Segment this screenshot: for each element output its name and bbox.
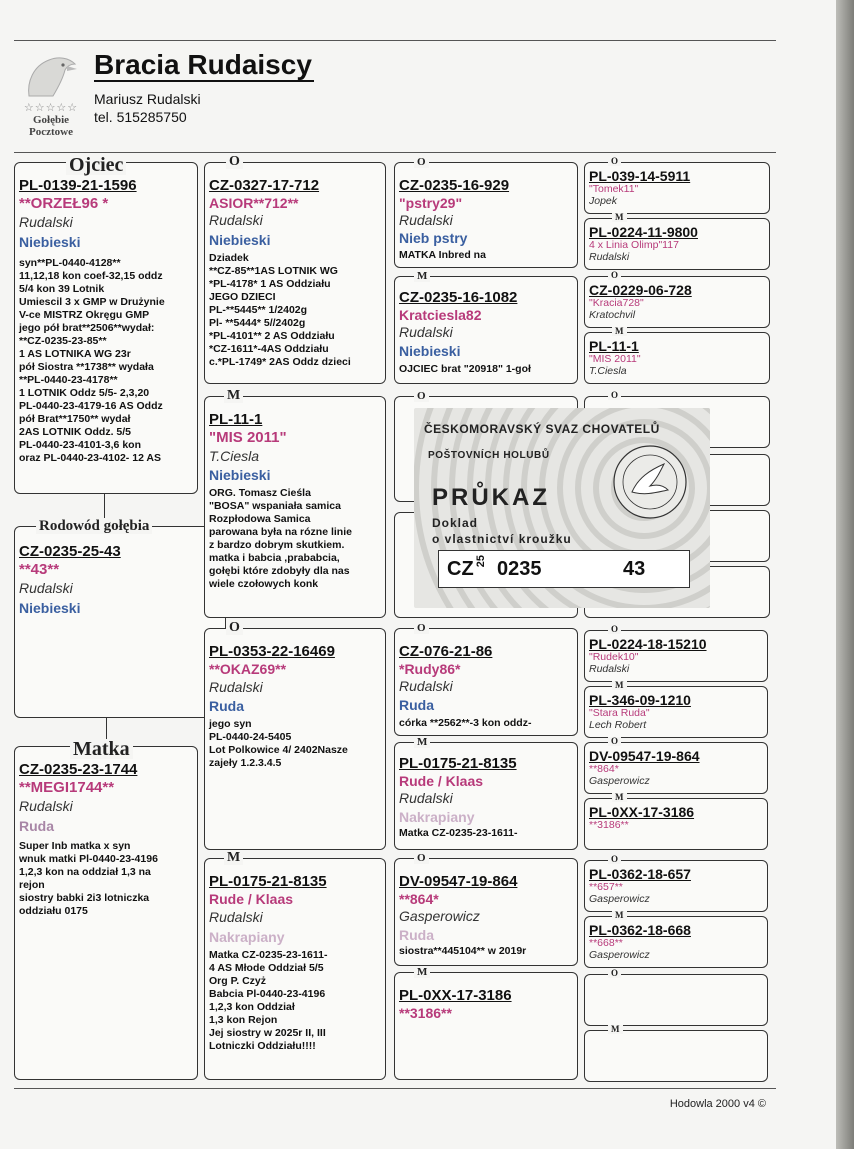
description-line: "BOSA" wspaniała samica <box>209 500 341 512</box>
description-line: 1 LOTNIK Oddz 5/5- 2,3,20 <box>19 387 150 399</box>
ring-number: CZ-0229-06-728 <box>589 282 692 298</box>
description: OJCIEC brat "20918" 1-goł <box>399 363 531 375</box>
description-line: PL-0440-23-4179-16 AS Oddz <box>19 400 163 412</box>
pedigree-card[interactable] <box>204 858 386 1080</box>
breeder: Rudalski <box>19 580 73 596</box>
pedigree-card[interactable] <box>584 276 770 328</box>
description <box>209 487 352 591</box>
ring-number-box <box>438 550 690 588</box>
sex-label: M <box>612 213 627 222</box>
description-line: *PL-4178* 1 AS Oddziału <box>209 278 331 290</box>
description-line: Pl- **5444* 5//2402g <box>209 317 306 329</box>
ring-number: PL-0224-11-9800 <box>589 224 698 240</box>
sex-label: M <box>612 911 627 920</box>
description-line: *PL-4101** 2 AS Oddziału <box>209 330 335 342</box>
description-line: jego syn <box>209 718 252 730</box>
owner-name: Mariusz Rudalski <box>94 91 201 107</box>
pigeon-name: "Rudek10" <box>589 651 639 663</box>
pigeon-name: **ORZEŁ96 * <box>19 195 109 212</box>
description-line: 2AS LOTNIK Oddz. 5/5 <box>19 426 132 438</box>
owner-info <box>94 90 201 126</box>
breeder: Rudalski <box>209 909 263 925</box>
ring-number: PL-11-1 <box>589 338 639 354</box>
description-line: Lot Polkowice 4/ 2402Nasze <box>209 744 348 756</box>
pigeon-name: "Stara Ruda" <box>589 707 650 719</box>
pedigree-card[interactable] <box>204 396 386 618</box>
description-line: z bardzo dobrym skutkiem. <box>209 539 345 551</box>
description-line: 1,2,3 kon Oddział <box>209 1001 295 1013</box>
pigeon-name: **3186** <box>399 1005 452 1021</box>
bird-card[interactable] <box>14 526 226 718</box>
sex-label: M <box>612 793 627 802</box>
color: Niebieski <box>399 343 461 359</box>
logo-text-2: Pocztowe <box>29 126 73 138</box>
description-line: Org P. Czyż <box>209 975 266 987</box>
pigeon-head-icon <box>23 52 79 98</box>
ring-number: CZ-076-21-86 <box>399 643 493 660</box>
ring-country: CZ <box>447 558 474 580</box>
description-line: wnuk matki Pl-0440-23-4196 <box>19 853 158 865</box>
club-logo <box>14 52 88 144</box>
color: Niebieski <box>209 467 271 483</box>
ring-number: CZ-0327-17-712 <box>209 177 320 194</box>
pedigree-card[interactable] <box>584 860 768 912</box>
description-line: zajeły 1.2.3.4.5 <box>209 757 282 769</box>
color: Ruda <box>209 698 244 714</box>
breeder: Gasperowicz <box>399 908 480 924</box>
description-line: **PL-0440-23-4178** <box>19 374 118 386</box>
sex-label: O <box>414 853 429 864</box>
sex-label: O <box>414 391 429 402</box>
sex-label: O <box>608 969 621 978</box>
description-line: Lotniczki Oddziału!!!! <box>209 1040 316 1052</box>
pedigree-card[interactable] <box>584 162 770 214</box>
breeder: Rudalski <box>209 212 263 228</box>
description: córka **2562**-3 kon oddz- <box>399 717 532 729</box>
card-union-name-2: POŠTOVNÍCH HOLUBŮ <box>428 450 550 461</box>
top-rule <box>14 40 776 41</box>
color: Niebieski <box>19 234 81 250</box>
description-line: pół Siostra **1738** wydała <box>19 361 154 373</box>
color: Ruda <box>399 927 434 943</box>
father-label: Ojciec <box>66 155 126 175</box>
mother-label: Matka <box>70 739 133 759</box>
ring-ownership-card <box>414 408 710 608</box>
description-line: Rozpłodowa Samica <box>209 513 311 525</box>
pedigree-card[interactable] <box>584 742 768 794</box>
description <box>19 840 158 918</box>
sex-label: M <box>414 737 430 748</box>
logo-stars: ☆☆☆☆☆ <box>23 102 79 114</box>
pigeon-name: **3186** <box>589 819 629 831</box>
pigeon-name: **864* <box>589 763 619 775</box>
ring-number: PL-0175-21-8135 <box>399 755 517 772</box>
loft-title: Bracia Rudaiscy <box>94 49 312 80</box>
description-line: Jej siostry w 2025r II, III <box>209 1027 326 1039</box>
description-line: syn**PL-0440-4128** <box>19 257 121 269</box>
breeder: T.Ciesla <box>589 365 627 377</box>
pigeon-name: **OKAZ69** <box>209 661 287 677</box>
pigeon-name: **668** <box>589 937 623 949</box>
color: Nieb pstry <box>399 230 468 246</box>
description-line: V-ce MISTRZ Okręgu GMP <box>19 309 150 321</box>
breeder: Rudalski <box>589 663 630 675</box>
ring-number: PL-0175-21-8135 <box>209 873 327 890</box>
color: Ruda <box>19 818 54 834</box>
pigeon-name: 4 x Linia Olimp"117 <box>589 239 679 251</box>
description <box>209 718 348 770</box>
pedigree-card[interactable] <box>394 972 578 1080</box>
description-line: Matka CZ-0235-23-1611- <box>209 949 328 961</box>
ring-number: DV-09547-19-864 <box>589 748 700 764</box>
card-title: PRŮKAZ <box>432 484 550 511</box>
description <box>209 252 351 369</box>
description-line: c.*PL-1749* 2AS Oddz dzieci <box>209 356 351 368</box>
ring-number: PL-0139-21-1596 <box>19 177 137 194</box>
pedigree-card[interactable] <box>204 162 386 384</box>
pedigree-card[interactable] <box>394 742 578 850</box>
breeder: Rudalski <box>399 790 453 806</box>
breeder: Gasperowicz <box>589 893 650 905</box>
pigeon-name: ASIOR**712** <box>209 195 299 211</box>
connector <box>104 494 105 518</box>
description-line: wiele czołowych konk <box>209 578 319 590</box>
breeder: Rudalski <box>19 214 73 230</box>
description-line: **CZ-85**1AS LOTNIK WG <box>209 265 338 277</box>
pedigree-card[interactable] <box>394 162 578 268</box>
card-union-name: ČESKOMORAVSKÝ SVAZ CHOVATELŮ <box>424 422 660 436</box>
description-line: Umiescil 3 x GMP w Drużynie <box>19 296 165 308</box>
sex-label: O <box>608 737 621 746</box>
ring-number: CZ-0235-25-43 <box>19 543 121 560</box>
color: Niebieski <box>19 600 81 616</box>
description-line: 1,3 kon Rejon <box>209 1014 278 1026</box>
color: Niebieski <box>209 232 271 248</box>
description-line: pół Brat**1750** wydał <box>19 413 131 425</box>
breeder: Rudalski <box>589 251 630 263</box>
ring-number: PL-346-09-1210 <box>589 692 691 708</box>
description-line: Babcia Pl-0440-23-4196 <box>209 988 326 1000</box>
color: Nakrapiany <box>399 809 475 825</box>
description-line: Super Inb matka x syn <box>19 840 131 852</box>
description-line: PL-0440-24-5405 <box>209 731 292 743</box>
pigeon-name: "MIS 2011" <box>589 353 641 365</box>
sex-label: O <box>226 155 243 169</box>
pigeon-name: "Tomek11" <box>589 183 639 195</box>
breeder: Rudalski <box>399 212 453 228</box>
description-line: 5/4 kon 39 Lotnik <box>19 283 105 295</box>
description-line: 4 AS Młode Oddział 5/5 <box>209 962 324 974</box>
description-line: Dziadek <box>209 252 249 264</box>
description-line: jego pół brat**2506**wydał: <box>19 322 155 334</box>
pigeon-name: "pstry29" <box>399 195 463 211</box>
breeder: Rudalski <box>19 798 73 814</box>
header-rule <box>14 152 776 153</box>
pedigree-card[interactable] <box>394 858 578 966</box>
description: MATKA Inbred na <box>399 249 486 261</box>
pedigree-card[interactable] <box>584 332 770 384</box>
description-line: rejon <box>19 879 45 891</box>
mother-card[interactable] <box>14 746 198 1080</box>
breeder: Gasperowicz <box>589 949 650 961</box>
ring-number: PL-0362-18-668 <box>589 922 691 938</box>
breeder: Lech Robert <box>589 719 647 731</box>
father-card[interactable] <box>14 162 198 494</box>
sex-label: O <box>608 391 621 400</box>
sex-label: O <box>608 271 621 280</box>
pigeon-name: **864* <box>399 891 439 907</box>
sex-label: O <box>414 157 429 168</box>
description-line: **CZ-0235-23-85** <box>19 335 107 347</box>
pigeon-name: "MIS 2011" <box>209 429 287 446</box>
breeder: Kratochvil <box>589 309 636 321</box>
description-line: PL-**5445** 1/2402g <box>209 304 308 316</box>
owner-phone: tel. 515285750 <box>94 109 187 125</box>
sex-label: O <box>608 625 621 634</box>
sex-label: M <box>224 389 243 403</box>
ring-org: 0235 <box>497 558 542 580</box>
description-line: *CZ-1611*-4AS Oddziału <box>209 343 329 355</box>
pigeon-name: "Kracia728" <box>589 297 644 309</box>
breeder: Rudalski <box>399 324 453 340</box>
pedigree-card[interactable] <box>584 218 770 270</box>
description-line: 1,2,3 kon na oddział 1,3 na <box>19 866 151 878</box>
description-line: oraz PL-0440-23-4102- 12 AS <box>19 452 162 464</box>
sex-label: M <box>224 851 243 865</box>
pedigree-card[interactable] <box>394 628 578 736</box>
description-line: PL-0440-23-4101-3,6 kon <box>19 439 141 451</box>
ring-year: 25 <box>475 555 487 568</box>
description <box>19 257 165 465</box>
ring-number: PL-0XX-17-3186 <box>399 987 512 1004</box>
bird-label: Rodowód gołębia <box>36 519 152 534</box>
card-subtitle: Doklad <box>432 516 479 530</box>
description-line: siostry babki 2i3 lotniczka <box>19 892 150 904</box>
pigeon-name: **657** <box>589 881 623 893</box>
sex-label: O <box>226 621 243 635</box>
description-line: JEGO DZIECI <box>209 291 276 303</box>
ring-number: DV-09547-19-864 <box>399 873 518 890</box>
description <box>209 949 327 1053</box>
pigeon-name: **43** <box>19 561 60 578</box>
description-line: 11,12,18 kon coef-32,15 oddz <box>19 270 163 282</box>
sex-label: M <box>612 681 627 690</box>
ring-number: PL-0353-22-16469 <box>209 643 335 660</box>
ring-number: PL-039-14-5911 <box>589 168 691 184</box>
ring-number: CZ-0235-23-1744 <box>19 761 138 778</box>
ring-number: PL-0362-18-657 <box>589 866 691 882</box>
ring-number: CZ-0235-16-929 <box>399 177 510 194</box>
breeder: Jopek <box>589 195 618 207</box>
footer-rule <box>14 1088 776 1089</box>
pigeon-name: Kratciesla82 <box>399 307 482 323</box>
sex-label: M <box>612 327 627 336</box>
pigeon-name: Rude / Klaas <box>399 773 484 789</box>
pedigree-card-empty[interactable] <box>584 974 768 1026</box>
description-line: oddziału 0175 <box>19 905 88 917</box>
pedigree-card-empty[interactable] <box>584 1030 768 1082</box>
pigeon-name: **MEGI1744** <box>19 779 115 796</box>
pigeon-name: *Rudy86* <box>399 661 461 677</box>
color: Ruda <box>399 697 434 713</box>
card-subtitle-2: o vlastnictví kroužku <box>432 532 572 546</box>
sex-label: M <box>608 1025 623 1034</box>
color: Nakrapiany <box>209 929 285 945</box>
breeder: T.Ciesla <box>209 448 260 464</box>
pigeon-name: Rude / Klaas <box>209 891 294 907</box>
background-edge <box>836 0 854 1149</box>
ring-number: CZ-0235-16-1082 <box>399 289 518 306</box>
sex-label: O <box>608 157 621 166</box>
sex-label: O <box>414 623 429 634</box>
ring-number: PL-0224-18-15210 <box>589 636 707 652</box>
footer-credit: Hodowla 2000 v4 © <box>669 1098 766 1110</box>
ring-number: PL-11-1 <box>209 411 263 428</box>
description-line: gołębi które zdobyły dla nas <box>209 565 350 577</box>
ring-serial: 43 <box>623 558 646 580</box>
description: Matka CZ-0235-23-1611- <box>399 827 518 839</box>
sex-label: M <box>414 967 430 978</box>
description-line: ORG. Tomasz Cieśla <box>209 487 311 499</box>
sex-label: M <box>414 271 430 282</box>
pedigree-card[interactable] <box>584 686 768 738</box>
pedigree-card[interactable] <box>204 628 386 850</box>
pedigree-card[interactable] <box>584 798 768 850</box>
description-line: parowana była na rózne linie <box>209 526 352 538</box>
description-line: matka i babcia ,prababcia, <box>209 552 340 564</box>
breeder: Gasperowicz <box>589 775 650 787</box>
pedigree-card[interactable] <box>584 916 768 968</box>
logo-text-1: Gołębie <box>32 114 70 126</box>
pedigree-card[interactable] <box>584 630 768 682</box>
description: siostra**445104** w 2019r <box>399 945 527 957</box>
description-line: 1 AS LOTNIKA WG 23r <box>19 348 131 360</box>
breeder: Rudalski <box>399 678 453 694</box>
ring-number: PL-0XX-17-3186 <box>589 804 695 820</box>
breeder: Rudalski <box>209 679 263 695</box>
sex-label: O <box>608 855 621 864</box>
pedigree-card[interactable] <box>394 276 578 384</box>
